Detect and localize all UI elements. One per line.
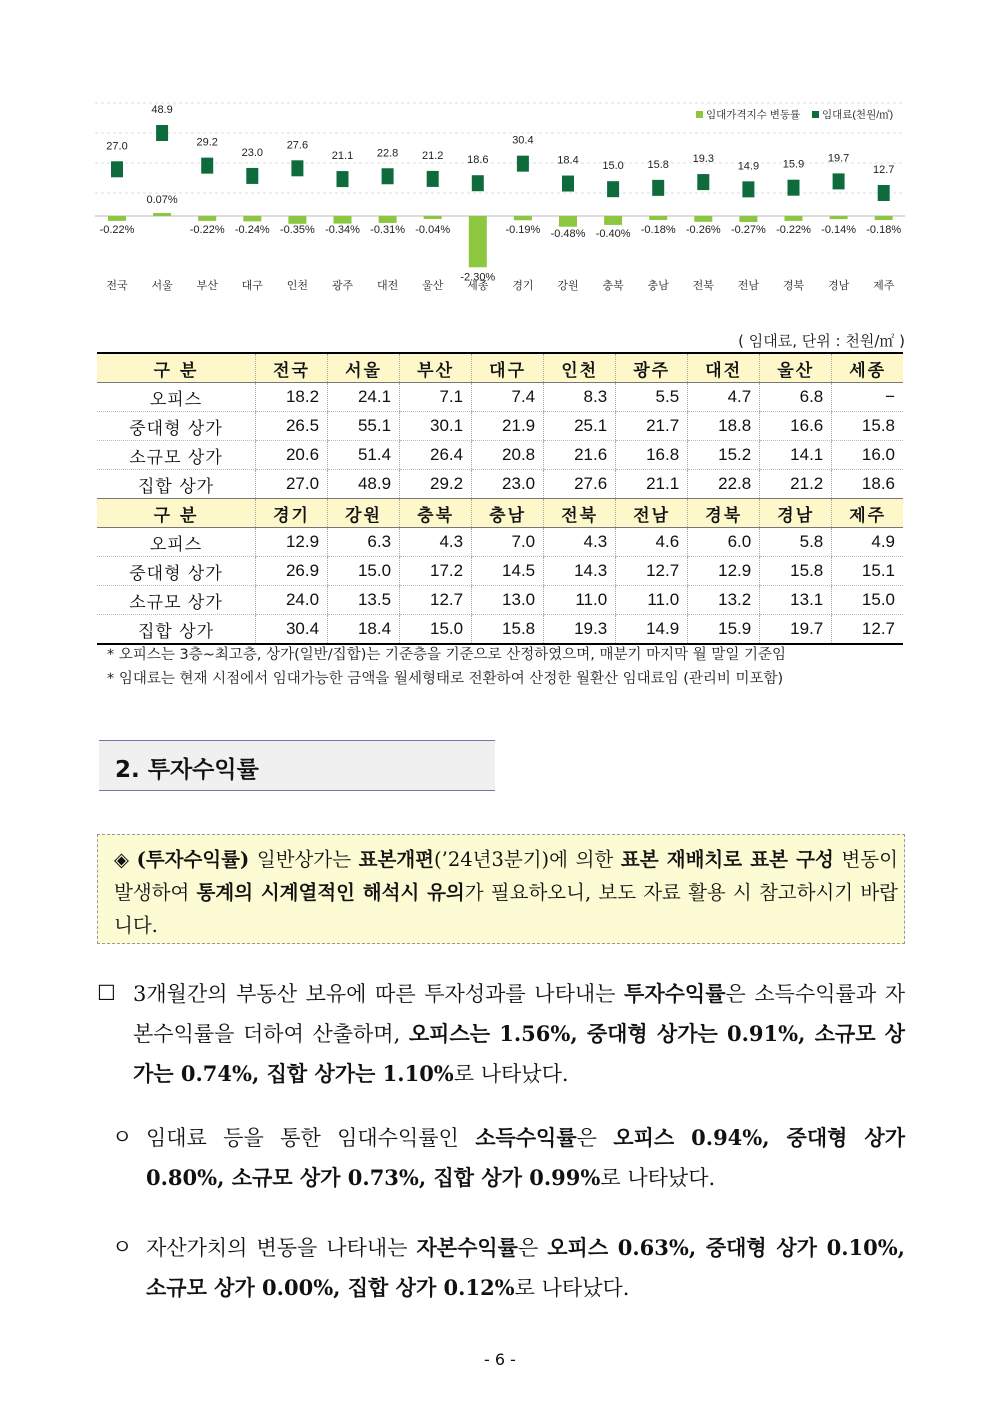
bar-change	[469, 216, 487, 267]
marker-rent	[472, 175, 484, 191]
category-label: 전남	[737, 280, 760, 292]
table-cell: 51.4	[328, 441, 400, 470]
table-header-region: 광주	[616, 353, 688, 383]
label-change: -0.19%	[505, 224, 541, 236]
label-change: -0.40%	[595, 228, 631, 240]
table-header-region: 경북	[688, 499, 760, 528]
table-cell: 7.1	[400, 383, 472, 412]
table-cell: 7.0	[472, 528, 544, 557]
table-cell: 24.1	[328, 383, 400, 412]
table-cell: 18.4	[328, 615, 400, 645]
table-cell: 15.2	[688, 441, 760, 470]
category-label: 부산	[196, 280, 218, 292]
table-cell: 6.3	[328, 528, 400, 557]
table-header-region: 대구	[472, 353, 544, 383]
table-header-region: 충북	[400, 499, 472, 528]
table-cell: 4.7	[688, 383, 760, 412]
table-row-label: 소규모 상가	[97, 586, 256, 615]
marker-rent	[788, 180, 800, 196]
table-cell: 4.9	[832, 528, 903, 557]
page-number: - 6 -	[484, 1350, 516, 1369]
table-cell: 26.4	[400, 441, 472, 470]
category-label: 경남	[827, 280, 850, 292]
footnote-2: * 임대료는 현재 시점에서 임대가능한 금액을 월세형태로 전환하여 산정한 월환산 임대료임 (관리비 미포함)	[107, 671, 784, 687]
marker-rent	[517, 156, 529, 172]
label-rent: 23.0	[241, 146, 264, 159]
table-cell: 18.2	[256, 383, 328, 412]
bar-change	[739, 216, 757, 222]
table-cell: 21.7	[616, 412, 688, 441]
table-row	[97, 528, 903, 557]
table-cell: 24.0	[256, 586, 328, 615]
table-header-region: 대전	[688, 353, 760, 383]
legend-label-change: 임대가격지수 변동률	[706, 109, 801, 121]
table-cell: 15.0	[832, 586, 903, 615]
table-cell: 26.9	[256, 557, 328, 586]
table-cell: 21.1	[616, 470, 688, 499]
table-row	[97, 383, 903, 412]
table-cell: 13.5	[328, 586, 400, 615]
table-row	[97, 557, 903, 586]
table-row	[97, 412, 903, 441]
table-cell: 19.3	[544, 615, 616, 645]
table-header-region: 울산	[760, 353, 832, 383]
category-label: 대구	[241, 280, 263, 292]
table-row-label: 집합 상가	[97, 470, 256, 499]
table-header-region: 제주	[832, 499, 903, 528]
table-header-region: 충남	[472, 499, 544, 528]
marker-rent	[337, 171, 349, 187]
table-header-region: 인천	[544, 353, 616, 383]
category-label: 세종	[467, 280, 489, 292]
table-header-label: 구 분	[97, 499, 256, 528]
table-header-region: 세종	[832, 353, 903, 383]
table-cell: 25.1	[544, 412, 616, 441]
table-cell: 15.0	[400, 615, 472, 645]
table-cell: 4.6	[616, 528, 688, 557]
label-rent: 15.8	[647, 158, 669, 171]
table-cell: 27.0	[256, 470, 328, 499]
marker-rent	[111, 161, 123, 177]
table-cell: 12.9	[688, 557, 760, 586]
bar-change	[424, 216, 442, 219]
table-header-region: 전국	[256, 353, 328, 383]
footnote-1: * 오피스는 3층~최고층, 상가(일반/집합)는 기준층을 기준으로 산정하였으며, 매분기 마지막 월 말일 기준임	[107, 647, 787, 663]
table-cell: 20.8	[472, 441, 544, 470]
table-cell: 30.4	[256, 615, 328, 645]
table-cell: 29.2	[400, 470, 472, 499]
table-cell: 18.8	[688, 412, 760, 441]
table-cell: 19.7	[760, 615, 832, 645]
label-change: -0.48%	[550, 228, 586, 240]
label-change: -0.24%	[234, 224, 270, 236]
table-cell: 16.0	[832, 441, 903, 470]
label-rent: 18.6	[467, 154, 489, 167]
label-rent: 19.7	[827, 152, 850, 165]
label-change: -0.31%	[370, 224, 406, 236]
table-row-label: 집합 상가	[97, 615, 256, 645]
marker-rent	[833, 173, 845, 189]
table-cell: 7.4	[472, 383, 544, 412]
rent-table	[97, 352, 903, 645]
category-label: 충남	[647, 280, 669, 292]
legend-label-rent: 임대료(천원/㎡)	[822, 109, 894, 121]
table-header-region: 강원	[328, 499, 400, 528]
table-cell: 15.0	[328, 557, 400, 586]
marker-rent	[742, 181, 754, 197]
category-label: 전북	[692, 280, 714, 292]
category-label: 인천	[286, 280, 309, 292]
table-cell: 15.8	[760, 557, 832, 586]
table-row-label: 오피스	[97, 383, 256, 412]
label-change: -0.22%	[99, 224, 135, 236]
table-cell: 6.8	[760, 383, 832, 412]
table-row-label: 오피스	[97, 528, 256, 557]
bar-change	[694, 216, 712, 222]
table-cell: 11.0	[616, 586, 688, 615]
table-cell: 13.0	[472, 586, 544, 615]
label-change: -0.27%	[730, 224, 766, 236]
table-cell: 5.8	[760, 528, 832, 557]
category-label: 대전	[376, 280, 399, 292]
label-rent: 30.4	[512, 134, 534, 147]
legend-swatch-change	[696, 111, 703, 118]
marker-rent	[427, 171, 439, 187]
table-header-label: 구 분	[97, 353, 256, 383]
table-cell: 14.5	[472, 557, 544, 586]
table-row	[97, 586, 903, 615]
table-header-region: 경남	[760, 499, 832, 528]
bullet-icon: ㅇ	[112, 1125, 133, 1149]
marker-rent	[291, 160, 303, 176]
label-rent: 15.0	[602, 160, 624, 173]
table-cell: 27.6	[544, 470, 616, 499]
table-cell: 4.3	[544, 528, 616, 557]
label-rent: 12.7	[872, 164, 895, 176]
table-unit-note: ( 임대료, 단위 : 천원/㎡ )	[738, 332, 905, 350]
table-cell: 48.9	[328, 470, 400, 499]
category-label: 경북	[782, 280, 805, 292]
table-cell: 14.1	[760, 441, 832, 470]
marker-rent	[652, 180, 664, 196]
table-cell: 21.9	[472, 412, 544, 441]
table-row-label: 소규모 상가	[97, 441, 256, 470]
diamond-icon: ◈	[114, 848, 129, 871]
label-change: -0.34%	[325, 224, 360, 236]
notice-box	[97, 834, 905, 944]
notice-text: ◈ (투자수익률) 일반상가는 표본개편(’24년3분기)에 의한 표본 재배치로 표본 구성 변동이 발생하여 통계의 시계열적인 해석시 유의가 필요하오니, 보도 자료 활용 시 참고하시기 바랍니다.	[114, 848, 899, 937]
table-cell: 4.3	[400, 528, 472, 557]
label-rent: 29.2	[196, 136, 218, 149]
table-row-label: 중대형 상가	[97, 557, 256, 586]
table-cell: 12.9	[256, 528, 328, 557]
label-change: -0.22%	[189, 224, 225, 236]
marker-rent	[382, 168, 394, 184]
bar-change	[785, 216, 803, 221]
bar-change	[334, 216, 352, 224]
table-cell: 14.9	[616, 615, 688, 645]
category-label: 울산	[422, 280, 444, 292]
table-cell: 14.3	[544, 557, 616, 586]
marker-rent	[562, 176, 574, 192]
marker-rent	[697, 174, 709, 190]
table-cell: 13.2	[688, 586, 760, 615]
label-change: -0.18%	[866, 224, 902, 236]
bar-change	[198, 216, 216, 221]
section-title: 2. 투자수익률	[115, 757, 259, 783]
rent-chart	[90, 95, 910, 305]
table-cell: 15.8	[832, 412, 903, 441]
bar-change	[559, 216, 577, 227]
category-label: 강원	[557, 280, 579, 292]
marker-rent	[156, 125, 168, 141]
table-cell: 21.6	[544, 441, 616, 470]
label-rent: 48.9	[151, 104, 173, 116]
table-cell: 23.0	[472, 470, 544, 499]
table-cell: 11.0	[544, 586, 616, 615]
label-rent: 27.0	[106, 140, 128, 153]
label-rent: 14.9	[737, 160, 760, 173]
section-title-box	[99, 740, 495, 791]
table-cell: 17.2	[400, 557, 472, 586]
table-row	[97, 470, 903, 499]
label-rent: 21.2	[421, 149, 444, 162]
label-change: -0.35%	[279, 224, 315, 236]
paragraph-capital-return: 자산가치의 변동을 나타내는 자본수익률은 오피스 0.63%, 중대형 상가 0.10%, 소규모 상가 0.00%, 집합 상가 0.12%로 나타났다.	[146, 1235, 905, 1300]
legend-swatch-rent	[812, 111, 819, 118]
table-cell: 12.7	[616, 557, 688, 586]
category-label: 광주	[331, 280, 354, 292]
table-cell: 13.1	[760, 586, 832, 615]
label-rent: 18.4	[557, 154, 579, 167]
label-rent: 15.9	[782, 158, 805, 171]
label-change: -0.04%	[415, 224, 451, 236]
table-cell: 15.9	[688, 615, 760, 645]
category-label: 경기	[512, 280, 534, 292]
bar-change	[830, 216, 848, 219]
marker-rent	[201, 158, 213, 174]
table-cell: 15.1	[832, 557, 903, 586]
table-cell: 8.3	[544, 383, 616, 412]
table-row	[97, 441, 903, 470]
bar-change	[604, 216, 622, 225]
paragraph-income-return: 임대료 등을 통한 임대수익률인 소득수익률은 오피스 0.94%, 중대형 상가 0.80%, 소규모 상가 0.73%, 집합 상가 0.99%로 나타났다.	[146, 1125, 905, 1190]
label-rent: 21.1	[331, 150, 354, 163]
bar-change	[875, 216, 893, 220]
bar-change	[514, 216, 532, 220]
table-header-region: 부산	[400, 353, 472, 383]
table-cell: 16.8	[616, 441, 688, 470]
bar-change	[243, 216, 261, 221]
table-row-label: 중대형 상가	[97, 412, 256, 441]
bar-change	[153, 213, 171, 216]
label-change: -0.26%	[685, 224, 721, 236]
bullet-icon: ㅇ	[112, 1235, 133, 1259]
label-rent: 22.8	[376, 147, 399, 160]
table-cell: 18.6	[832, 470, 903, 499]
table-cell: 26.5	[256, 412, 328, 441]
label-change: -2.30%	[460, 271, 496, 284]
bar-change	[379, 216, 397, 223]
label-rent: 27.6	[286, 139, 309, 152]
table-cell: 16.6	[760, 412, 832, 441]
table-header-region: 경기	[256, 499, 328, 528]
label-change: -0.22%	[776, 224, 811, 236]
checkbox-icon: ☐	[97, 981, 116, 1005]
table-cell: 12.7	[832, 615, 903, 645]
table-cell: 30.1	[400, 412, 472, 441]
table-cell: 55.1	[328, 412, 400, 441]
category-label: 제주	[873, 280, 895, 292]
table-header-region: 전북	[544, 499, 616, 528]
category-label: 충북	[602, 280, 624, 292]
bar-change	[108, 216, 126, 221]
marker-rent	[246, 168, 258, 184]
table-cell: 15.8	[472, 615, 544, 645]
table-cell: −	[832, 383, 903, 412]
category-label: 전국	[106, 280, 128, 292]
label-change: -0.18%	[640, 224, 676, 236]
table-cell: 5.5	[616, 383, 688, 412]
label-rent: 19.3	[692, 153, 715, 166]
label-change: 0.07%	[146, 194, 178, 206]
table-header-region: 서울	[328, 353, 400, 383]
table-header-region: 전남	[616, 499, 688, 528]
table-cell: 6.0	[688, 528, 760, 557]
table-cell: 12.7	[400, 586, 472, 615]
paragraph-investment-return: 3개월간의 부동산 보유에 따른 투자성과를 나타내는 투자수익률은 소득수익률과 자본수익률을 더하여 산출하며, 오피스는 1.56%, 중대형 상가는 0.91%, 소규모 상가는 0.74%, 집합 상가는 1.10%로 나타났다.	[133, 981, 905, 1086]
table-cell: 20.6	[256, 441, 328, 470]
label-change: -0.14%	[821, 224, 857, 236]
marker-rent	[607, 181, 619, 197]
category-label: 서울	[151, 280, 173, 292]
notice-keyword: (투자수익률)	[136, 848, 250, 871]
table-cell: 22.8	[688, 470, 760, 499]
bar-change	[288, 216, 306, 224]
table-row	[97, 615, 903, 645]
bar-change	[649, 216, 667, 220]
table-cell: 21.2	[760, 470, 832, 499]
marker-rent	[878, 185, 890, 201]
